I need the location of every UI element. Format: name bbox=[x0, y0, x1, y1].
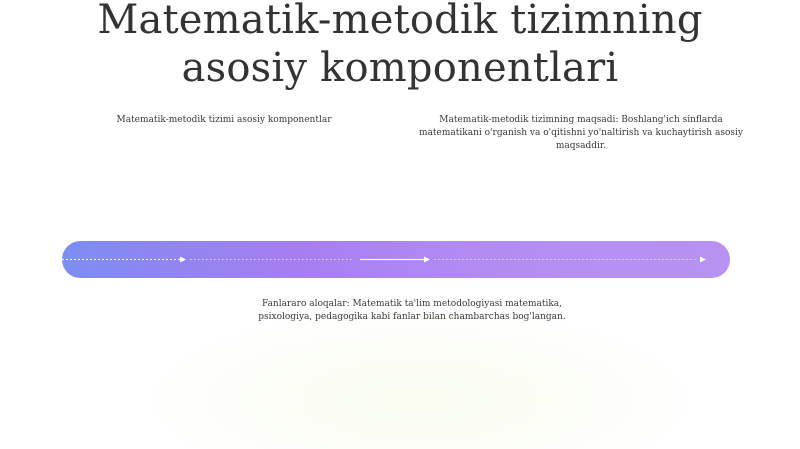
title-line-2: asosiy komponentlari bbox=[181, 45, 619, 91]
title-line-1: Matematik-metodik tizimning bbox=[97, 0, 703, 43]
timeline-bar bbox=[62, 241, 730, 278]
arrow-head-icon bbox=[700, 257, 706, 263]
arrow-head-icon bbox=[180, 257, 186, 263]
timeline-arrows bbox=[62, 241, 730, 278]
arrow-head-icon bbox=[424, 257, 430, 263]
slide-title bbox=[0, 0, 800, 92]
caption-goal: Matematik-metodik tizimning maqsadi: Boshlang'ich sinflarda matematikani o'rganish va o'qitishni yo'naltirish va kuchaytirish asosiy maqsaddir. bbox=[419, 115, 743, 151]
caption-components: Matematik-metodik tizimi asosiy komponentlar bbox=[116, 115, 332, 125]
caption-interdisciplinary: Fanlararo aloqalar: Matematik ta'lim metodologiyasi matematika, psixologiya, pedagogika kabi fanlar bilan chambarchas bog'langan. bbox=[258, 299, 566, 322]
